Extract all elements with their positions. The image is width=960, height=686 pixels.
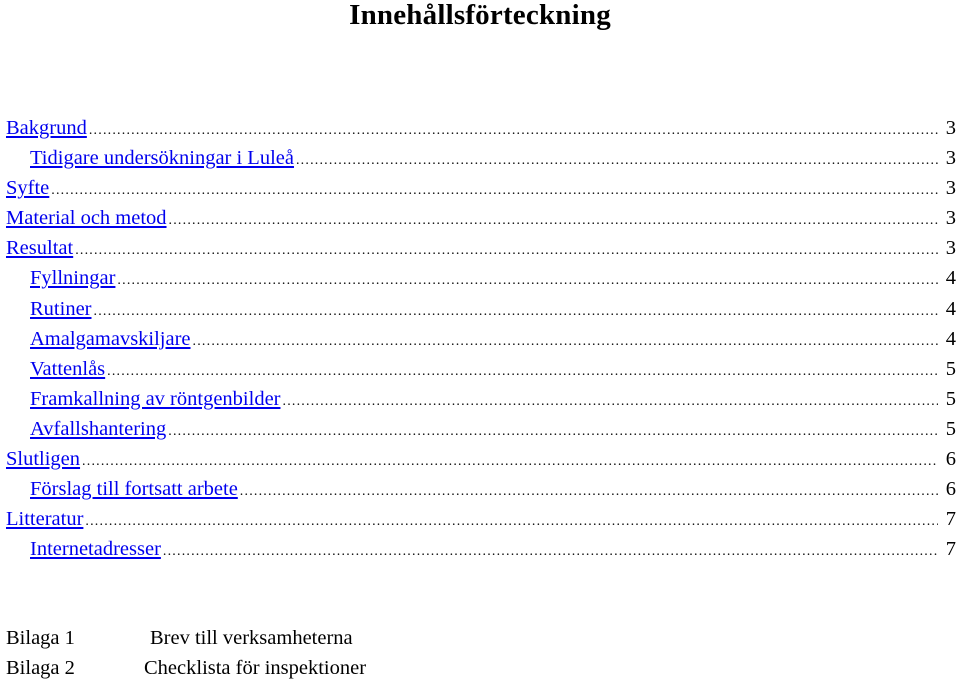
appendix-item [6, 653, 366, 683]
appendix-title: Checklista för inspektioner [144, 657, 367, 679]
toc-entry-forslag [6, 474, 956, 504]
toc-page-number: 5 [945, 417, 956, 440]
toc-link-framkallning[interactable]: Framkallning av röntgenbilder [30, 387, 281, 410]
toc-link-litteratur[interactable]: Litteratur [6, 508, 84, 531]
toc-dot-leader [89, 116, 938, 146]
toc-page-number: 3 [945, 117, 956, 139]
toc-dot-leader [75, 236, 938, 266]
toc-page-number: 7 [945, 538, 956, 561]
toc-page-number: 3 [945, 147, 956, 170]
toc-dot-leader [82, 447, 938, 477]
appendix-list [6, 623, 366, 683]
appendix-label: Bilaga 2 [6, 657, 75, 679]
toc-page-number: 3 [945, 177, 956, 200]
appendix-item [6, 623, 366, 653]
page-title: Innehållsförteckning [349, 0, 611, 31]
toc-entry-material-och-metod [6, 203, 956, 233]
toc-page-number: 6 [945, 478, 956, 501]
toc-dot-leader [94, 297, 939, 327]
toc-link-bakgrund[interactable]: Bakgrund [6, 117, 87, 139]
toc-page-number: 4 [945, 267, 956, 290]
toc-dot-leader [107, 357, 938, 387]
toc-page-number: 3 [945, 207, 956, 230]
toc-dot-leader [193, 327, 938, 357]
toc-entry-bakgrund [6, 113, 956, 143]
toc-page-number: 5 [945, 357, 956, 380]
appendix-title: Brev till verksamheterna [150, 627, 353, 649]
toc-page-number: 6 [945, 448, 956, 471]
toc-link-amalgamavskiljare[interactable]: Amalgamavskiljare [30, 327, 191, 350]
table-of-contents [6, 113, 956, 564]
appendix-label: Bilaga 1 [6, 627, 75, 649]
toc-entry-resultat [6, 233, 956, 263]
toc-dot-leader [168, 417, 938, 447]
toc-entry-syfte [6, 173, 956, 203]
toc-entry-slutligen [6, 444, 956, 474]
toc-page-number: 3 [945, 237, 956, 260]
toc-entry-framkallning [6, 384, 956, 414]
toc-link-resultat[interactable]: Resultat [6, 237, 74, 260]
toc-link-syfte[interactable]: Syfte [6, 177, 50, 200]
toc-dot-leader [117, 266, 938, 296]
toc-page-number: 4 [945, 327, 956, 350]
toc-dot-leader [51, 176, 938, 206]
toc-page-number: 4 [945, 297, 956, 320]
toc-entry-tidigare-undersokningar [6, 143, 956, 173]
toc-link-material-och-metod[interactable]: Material och metod [6, 207, 167, 230]
toc-link-tidigare-undersokningar[interactable]: Tidigare undersökningar i Luleå [30, 147, 294, 170]
toc-dot-leader [240, 477, 938, 507]
toc-link-avfallshantering[interactable]: Avfallshantering [30, 417, 167, 440]
toc-entry-rutiner [6, 294, 956, 324]
toc-entry-fyllningar [6, 263, 956, 293]
toc-dot-leader [163, 537, 938, 567]
toc-page-number: 7 [945, 508, 956, 531]
toc-link-internetadresser[interactable]: Internetadresser [30, 538, 161, 561]
toc-dot-leader [283, 387, 939, 417]
toc-link-forslag[interactable]: Förslag till fortsatt arbete [30, 478, 238, 501]
toc-dot-leader [296, 146, 938, 176]
toc-link-fyllningar[interactable]: Fyllningar [30, 267, 116, 290]
toc-entry-litteratur [6, 504, 956, 534]
toc-link-slutligen[interactable]: Slutligen [6, 448, 81, 471]
toc-link-vattenlas[interactable]: Vattenlås [30, 357, 106, 380]
toc-entry-vattenlas [6, 354, 956, 384]
toc-dot-leader [169, 206, 938, 236]
toc-link-rutiner[interactable]: Rutiner [30, 297, 92, 320]
toc-entry-avfallshantering [6, 414, 956, 444]
toc-entry-amalgamavskiljare [6, 324, 956, 354]
toc-entry-internetadresser [6, 534, 956, 564]
toc-page-number: 5 [945, 387, 956, 410]
toc-dot-leader [85, 507, 938, 537]
